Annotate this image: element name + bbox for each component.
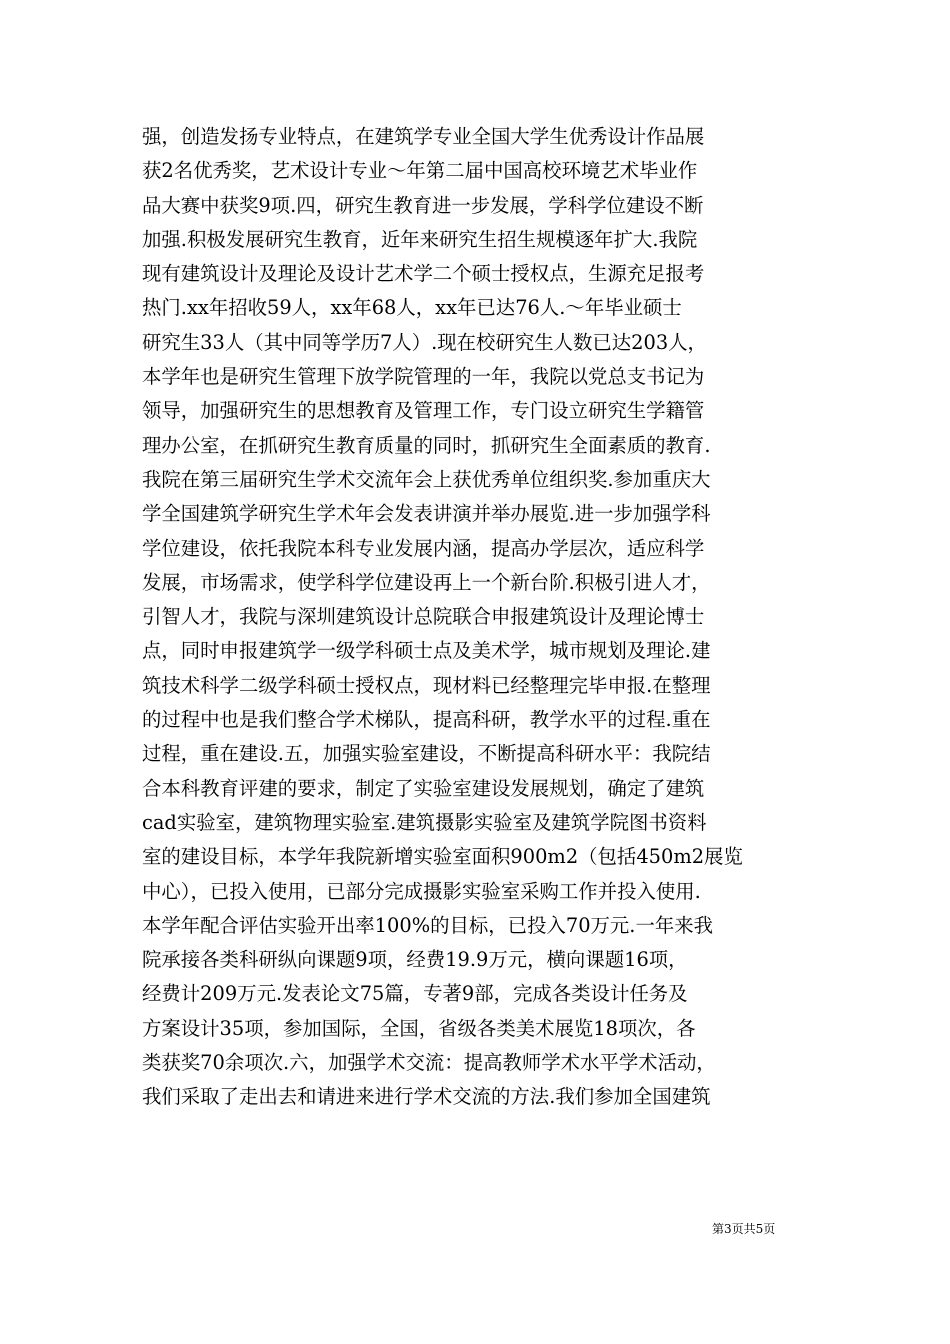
text-line: 点，同时申报建筑学一级学科硕士点及美术学，城市规划及理论.建 bbox=[142, 639, 711, 663]
text-line: 的过程中也是我们整合学术梯队，提高科研，教学水平的过程.重在 bbox=[142, 708, 711, 732]
text-line: 研究生33人（其中同等学历7人）.现在校研究生人数已达203人， bbox=[142, 330, 707, 354]
text-line: 中心），已投入使用，已部分完成摄影实验室采购工作并投入使用. bbox=[142, 879, 701, 903]
text-line: 经费计209万元.发表论文75篇，专著9部，完成各类设计任务及 bbox=[142, 982, 688, 1006]
body-text bbox=[142, 120, 812, 1115]
text-line: 学全国建筑学研究生学术年会发表讲演并举办展览.进一步加强学科 bbox=[142, 502, 711, 526]
text-line: 热门.xx年招收59人，xx年68人，xx年已达76人.～年毕业硕士 bbox=[142, 296, 682, 320]
text-line: 室的建设目标，本学年我院新增实验室面积900m2（包括450m2展览 bbox=[142, 845, 743, 869]
text-line: 过程，重在建设.五，加强实验室建设，不断提高科研水平：我院结 bbox=[142, 742, 711, 766]
text-line: 类获奖70余项次.六，加强学术交流：提高教师学术水平学术活动， bbox=[142, 1051, 716, 1075]
text-line: 理办公室，在抓研究生教育质量的同时，抓研究生全面素质的教育. bbox=[142, 433, 711, 457]
text-line: cad实验室，建筑物理实验室.建筑摄影实验室及建筑学院图书资料 bbox=[142, 810, 707, 834]
text-line: 获2名优秀奖，艺术设计专业～年第二届中国高校环境艺术毕业作 bbox=[142, 159, 698, 183]
text-line: 学位建设，依托我院本科专业发展内涵，提高办学层次，适应科学 bbox=[142, 536, 705, 560]
text-line: 本学年也是研究生管理下放学院管理的一年，我院以党总支书记为 bbox=[142, 365, 705, 389]
text-line: 方案设计35项，参加国际，全国，省级各类美术展览18项次，各 bbox=[142, 1016, 696, 1040]
text-line: 我们采取了走出去和请进来进行学术交流的方法.我们参加全国建筑 bbox=[142, 1085, 711, 1109]
text-line: 本学年配合评估实验开出率100%的目标，已投入70万元.一年来我 bbox=[142, 913, 714, 937]
text-line: 我院在第三届研究生学术交流年会上获优秀单位组织奖.参加重庆大 bbox=[142, 467, 711, 491]
text-line: 现有建筑设计及理论及设计艺术学二个硕士授权点，生源充足报考 bbox=[142, 262, 705, 286]
text-line: 加强.积极发展研究生教育，近年来研究生招生规模逐年扩大.我院 bbox=[142, 227, 698, 251]
text-line: 引智人才，我院与深圳建筑设计总院联合申报建筑设计及理论博士 bbox=[142, 605, 705, 629]
page-number-footer: 第3页共5页 bbox=[712, 1222, 776, 1236]
text-line: 院承接各类科研纵向课题9项，经费19.9万元，横向课题16项， bbox=[142, 948, 688, 972]
text-line: 领导，加强研究生的思想教育及管理工作，专门设立研究生学籍管 bbox=[142, 399, 705, 423]
text-line: 品大赛中获奖9项.四，研究生教育进一步发展，学科学位建设不断 bbox=[142, 193, 704, 217]
text-line: 强，创造发扬专业特点，在建筑学专业全国大学生优秀设计作品展 bbox=[142, 125, 705, 148]
text-line: 合本科教育评建的要求，制定了实验室建设发展规划，确定了建筑 bbox=[142, 776, 705, 800]
text-line: 发展，市场需求，使学科学位建设再上一个新台阶.积极引进人才， bbox=[142, 570, 711, 594]
text-line: 筑技术科学二级学科硕士授权点，现材料已经整理完毕申报.在整理 bbox=[142, 673, 711, 697]
